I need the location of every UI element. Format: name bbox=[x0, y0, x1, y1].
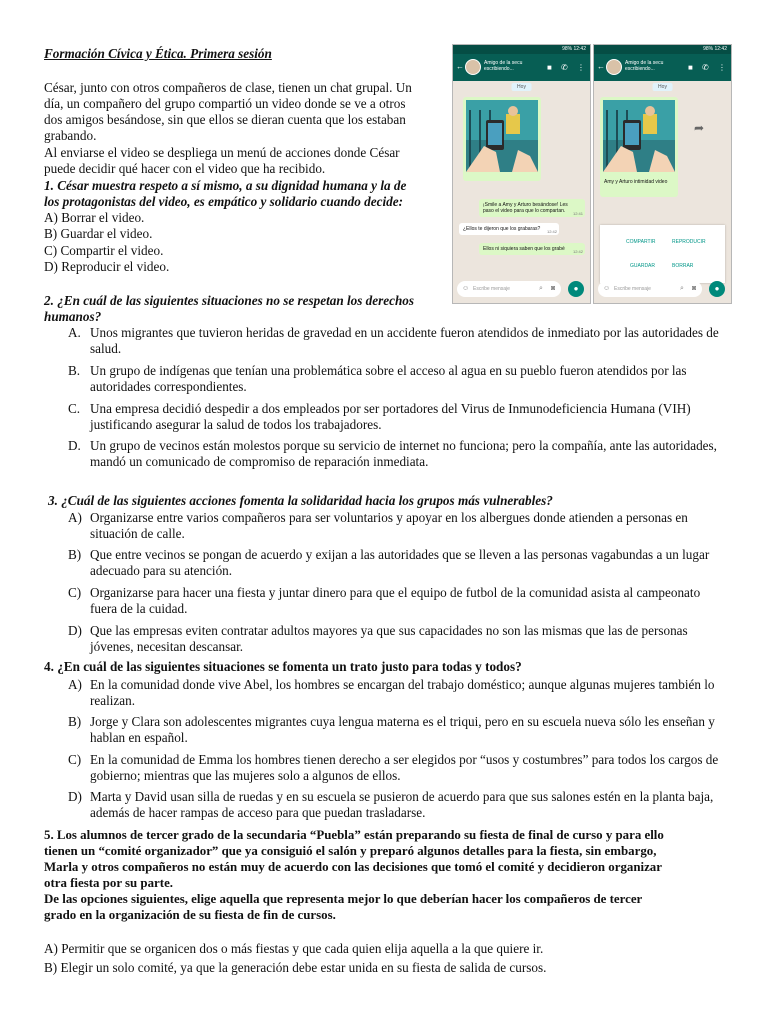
video-call-icon: ■ bbox=[547, 63, 552, 72]
message-bubble: Ellos ni siquiera saben que los grabé 12:42 bbox=[479, 243, 585, 255]
q5-option-a: A) Permitir que se organicen dos o más fiestas y que cada quien elija aquella a la que quiere ir. bbox=[44, 941, 544, 956]
status-bar: 98% 12:42 bbox=[594, 45, 731, 54]
q4-question: 4. ¿En cuál de las siguientes situaciones se fomenta un trato justo para todas y todos? bbox=[44, 659, 522, 674]
intro-line-1: César, junto con otros compañeros de clase, tienen un chat grupal. Un bbox=[44, 80, 412, 95]
video-thumbnail bbox=[603, 100, 675, 172]
more-icon: ⋮ bbox=[718, 63, 726, 72]
q2-option-a: A. Unos migrantes que tuvieron heridas de gravedad en un accidente fueron atendidos de inmediato por las autoridades de salud. bbox=[68, 325, 719, 357]
mic-icon[interactable]: ● bbox=[709, 281, 725, 297]
chat-title: Amigo de la secu escribiendo... bbox=[625, 60, 664, 72]
q4-option-b: B) Jorge y Clara son adolescentes migrantes cuya lengua materna es el triqui, pero en su escuela nueva sólo les enseñan y hablan en español. bbox=[68, 714, 715, 746]
back-arrow-icon: ← bbox=[456, 62, 464, 71]
chat-app-bar bbox=[453, 54, 590, 81]
q1-option-a: A) Borrar el video. bbox=[44, 210, 145, 225]
q3-option-a: A) Organizarse entre varios compañeros para ser voluntarios y apoyar en los albergues donde atienden a personas en situación de calle. bbox=[68, 510, 688, 542]
q3-option-b: B) Que entre vecinos se pongan de acuerdo y exijan a las autoridades que se lleven a las personas vagabundas a un lugar adecuado para su atención. bbox=[68, 547, 710, 579]
q1-option-d: D) Reproducir el video. bbox=[44, 259, 170, 274]
page-title: Formación Cívica y Ética. Primera sesión bbox=[44, 46, 272, 61]
chat-app-bar bbox=[594, 54, 731, 81]
menu-compartir[interactable]: COMPARTIR bbox=[626, 239, 656, 245]
q2-question-line-2: humanos? bbox=[44, 309, 102, 324]
status-bar: 98% 12:42 bbox=[453, 45, 590, 54]
attach-icon[interactable]: ⌕ bbox=[680, 285, 684, 292]
q4-option-c: C) En la comunidad de Emma los hombres tienen derecho a ser elegidos por “usos y costumbres” para todos los cargos de gobierno; mientras que las mujeres solo a algunos de ellos. bbox=[68, 752, 719, 784]
avatar bbox=[465, 59, 481, 75]
q5-line-2: tienen un “comité organizador” que ya consiguió el salón y preparó algunos detalles para la fiesta, sin embargo, bbox=[44, 844, 657, 858]
message-bubble: ¡Smile a Amy y Arturo besándose! Les paso el video para que lo compartan. 12:41 bbox=[479, 199, 585, 217]
q3-option-d: D) Que las empresas eviten contratar adultos mayores ya que sus capacidades no son las mismas que las de personas jóvenes, necesitan descansar. bbox=[68, 623, 688, 655]
q4-option-d: D) Marta y David usan silla de ruedas y en su escuela se pusieron de acuerdo para que sus salones estén en la planta baja, además de hacer rampas de acceso para que puedan trasladarse. bbox=[68, 789, 714, 821]
video-caption: Amy y Arturo intimidad video bbox=[604, 179, 668, 185]
q5-line-5: De las opciones siguientes, elige aquella que representa mejor lo que deberían hacer los compañeros de tercer bbox=[44, 892, 643, 906]
menu-reproducir[interactable]: REPRODUCIR bbox=[672, 239, 706, 245]
video-illustration bbox=[466, 100, 538, 172]
attach-icon[interactable]: ⌕ bbox=[539, 285, 543, 292]
video-message bbox=[463, 97, 541, 181]
q5-line-3: Marla y otros compañeros no están muy de acuerdo con las decisiones que tomó el comité y decidieron organizar bbox=[44, 860, 662, 874]
avatar bbox=[606, 59, 622, 75]
share-arrow-icon[interactable]: ➦ bbox=[694, 121, 705, 135]
video-thumbnail bbox=[466, 100, 538, 172]
emoji-icon[interactable]: ☺ bbox=[462, 285, 470, 292]
message-bubble: ¿Ellos te dijeron que los grabaras? 12:42 bbox=[459, 223, 559, 235]
day-label: Hoy bbox=[511, 83, 532, 91]
q2-option-d: D. Un grupo de vecinos están molestos porque su servicio de internet no funciona; pero la compañía, ante las autoridades, mandó un comunicado de compromiso de reparación inmediata. bbox=[68, 438, 717, 470]
q3-question: 3. ¿Cuál de las siguientes acciones fomenta la solidaridad hacia los grupos más vulnerables? bbox=[48, 493, 553, 508]
q1-option-c: C) Compartir el video. bbox=[44, 243, 164, 258]
menu-borrar[interactable]: BORRAR bbox=[672, 263, 694, 269]
intro-line-2: día, un compañero del grupo compartió un video donde se ve a otros bbox=[44, 96, 406, 111]
q5-option-b: B) Elegir un solo comité, ya que la generación debe estar unida en su fiesta de salida de cursos. bbox=[44, 960, 547, 975]
phone-screenshot-chat bbox=[452, 44, 591, 304]
phone-screenshot-menu bbox=[593, 44, 732, 304]
emoji-icon[interactable]: ☺ bbox=[603, 285, 611, 292]
intro-line-3: dos amigos besándose, sin que ellos se dieran cuenta que los estaban bbox=[44, 112, 406, 127]
intro-line-4: grabando. bbox=[44, 128, 97, 143]
action-menu bbox=[600, 225, 725, 283]
back-arrow-icon: ← bbox=[597, 62, 605, 71]
message-input[interactable]: ☺ Escribe mensaje ⌕ ◙ bbox=[457, 281, 561, 297]
q5-line-6: grado en la organización de su fiesta de fin de cursos. bbox=[44, 908, 336, 922]
intro-line-5: Al enviarse el video se despliega un menú de acciones donde César bbox=[44, 145, 400, 160]
intro-line-6: puede decidir qué hacer con el video que ha recibido. bbox=[44, 161, 326, 176]
message-input[interactable]: ☺ Escribe mensaje ⌕ ◙ bbox=[598, 281, 702, 297]
q5-line-4: otra fiesta por su parte. bbox=[44, 876, 174, 890]
video-call-icon: ■ bbox=[688, 63, 693, 72]
chat-title: Amigo de la secu escribiendo... bbox=[484, 60, 523, 72]
q3-option-c: C) Organizarse para hacer una fiesta y juntar dinero para que el equipo de futbol de la comunidad asista al campeonato fuera de la cuidad. bbox=[68, 585, 701, 617]
q1-question-line-2: los protagonistas del video, es empático y solidario cuando decide: bbox=[44, 194, 403, 209]
video-message bbox=[600, 97, 678, 197]
day-label: Hoy bbox=[652, 83, 673, 91]
more-icon: ⋮ bbox=[577, 63, 585, 72]
video-illustration bbox=[603, 100, 675, 172]
q2-option-c: C. Una empresa decidió despedir a dos empleados por ser portadores del Virus de Inmunodeficiencia Humana (VIH) justificando asegurar la salud de todos los trabajadores. bbox=[68, 401, 691, 433]
q4-option-a: A) En la comunidad donde vive Abel, los hombres se encargan del trabajo doméstico; aunque algunas mujeres también lo realizan. bbox=[68, 677, 715, 709]
mic-icon[interactable]: ● bbox=[568, 281, 584, 297]
menu-guardar[interactable]: GUARDAR bbox=[630, 263, 656, 269]
q2-question-line-1: 2. ¿En cuál de las siguientes situaciones no se respetan los derechos bbox=[44, 293, 415, 308]
q5-line-1: 5. Los alumnos de tercer grado de la secundaria “Puebla” están preparando su fiesta de final de curso y para ello bbox=[44, 828, 664, 842]
phone-icon: ✆ bbox=[561, 63, 568, 72]
q1-question-line-1: 1. César muestra respeto a sí mismo, a su dignidad humana y la de bbox=[44, 178, 407, 193]
q1-option-b: B) Guardar el video. bbox=[44, 226, 153, 241]
q2-option-b: B. Un grupo de indígenas que tenían una problemática sobre el acceso al agua en su pueblo fueron atendidos por las autoridades correspondientes. bbox=[68, 363, 687, 395]
phone-icon: ✆ bbox=[702, 63, 709, 72]
camera-icon[interactable]: ◙ bbox=[692, 285, 697, 292]
camera-icon[interactable]: ◙ bbox=[551, 285, 556, 292]
